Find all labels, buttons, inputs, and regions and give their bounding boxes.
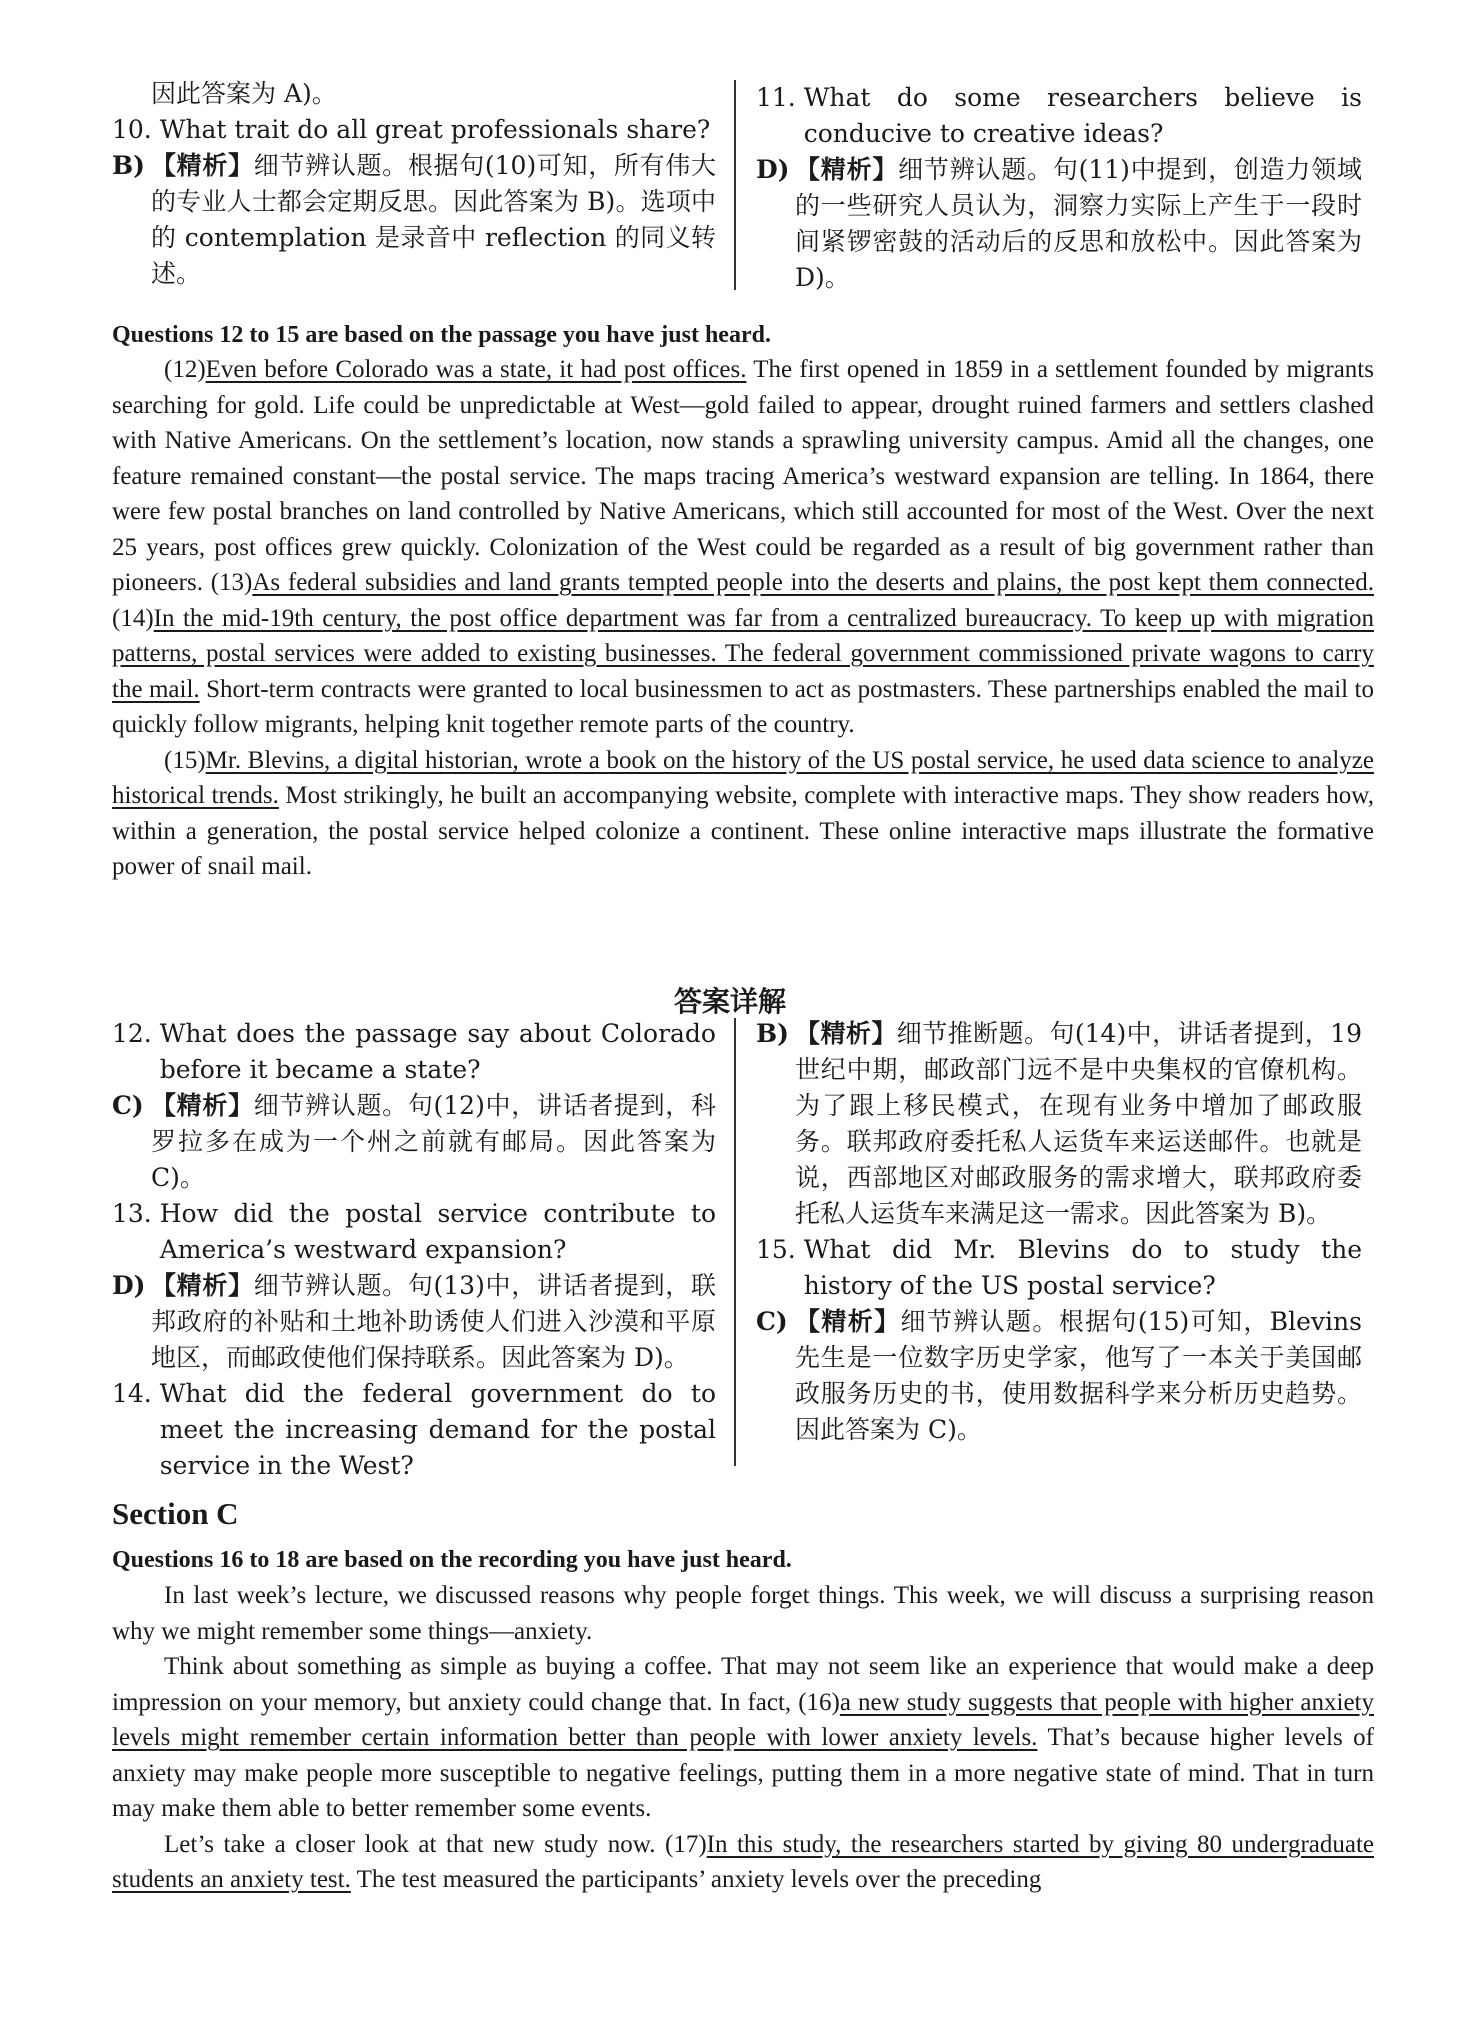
top-right-column [756, 80, 1362, 296]
column-divider-top [734, 80, 736, 290]
question-10: 10. What trait do all great professionals share? [112, 115, 711, 144]
answer-15: C) 【精析】细节辨认题。根据句(15)可知，Blevins 先生是一位数字历史学家，他写了一本关于美国邮政服务历史的书，使用数据科学来分析历史趋势。因此答案为 C)。 [756, 1307, 1362, 1444]
recording-paragraph-2: Think about something as simple as buying a coffee. That may not seem like an experience that would make a deep impression on your memory, but anxiety could change that. In fact, (16)a new study suggests that people with higher anxiety levels might remember certain information better than people with lower anxiety levels. That’s because higher levels of anxiety may make people more susceptible to negative feelings, putting them in a more negative state of mind. That in turn may make them able to better remember some events. [112, 1653, 1375, 1822]
section-c-title: Section C [112, 1496, 239, 1531]
recording-heading-16-18: Questions 16 to 18 are based on the recording you have just heard. [112, 1547, 792, 1573]
column-divider-answers [734, 1018, 736, 1466]
key-sentence-13: As federal subsidies and land grants tempted people into the deserts and plains, the post kept them connected. [252, 569, 1374, 596]
answer-11: D) 【精析】细节辨认题。句(11)中提到，创造力领域的一些研究人员认为，洞察力实际上产生于一段时间紧锣密鼓的活动后的反思和放松中。因此答案为 D)。 [756, 155, 1362, 292]
answers-title: 答案详解 [673, 985, 786, 1018]
question-13: 13. How did the postal service contribute to America’s westward expansion? [112, 1199, 716, 1264]
answer-14: B) 【精析】细节推断题。句(14)中，讲话者提到，19 世纪中期，邮政部门远不是中央集权的官僚机构。为了跟上移民模式，在现有业务中增加了邮政服务。联邦政府委托私人运货车来运送邮件。也就是说，西部地区对邮政服务的需求增大，联邦政府委托私人运货车来满足这一需求。因此答案为 B)。 [756, 1019, 1362, 1228]
top-left-column [112, 76, 716, 292]
key-sentence-14: In the mid-19th century, the post office department was far from a centralized bureaucracy. To keep up with migration patterns, postal services were added to existing businesses. The federal government commissioned private wagons to carry the mail. [112, 604, 1374, 703]
question-11: 11. What do some researchers believe is conducive to creative ideas? [756, 83, 1362, 148]
passage-heading-12-15: Questions 12 to 15 are based on the passage you have just heard. [112, 322, 771, 348]
answer-13: D) 【精析】细节辨认题。句(13)中，讲话者提到，联邦政府的补贴和土地补助诱使人们进入沙漠和平原地区，而邮政使他们保持联系。因此答案为 D)。 [112, 1271, 716, 1372]
answer-10: B) 【精析】细节辨认题。根据句(10)可知，所有伟大的专业人士都会定期反思。因此答案为 B)。选项中的 contemplation 是录音中 reflection 的同义转述。 [112, 151, 716, 288]
recording-paragraph-3: Let’s take a closer look at that new study now. (17)In this study, the researchers started by giving 80 undergraduate students an anxiety test. The test measured the participants’ anxiety levels over the preceding [112, 1830, 1375, 1893]
answers-right-column [756, 1016, 1362, 1448]
question-12: 12. What does the passage say about Colorado before it became a state? [112, 1019, 716, 1084]
key-sentence-16: a new study suggests that people with higher anxiety levels might remember certain information better than people with lower anxiety levels. [112, 1688, 1374, 1751]
answers-left-column [112, 1016, 716, 1484]
key-sentence-12: Even before Colorado was a state, it had post offices. [205, 356, 747, 383]
key-sentence-17: In this study, the researchers started by giving 80 undergraduate students an anxiety test. [112, 1830, 1375, 1893]
passage-12-15 [112, 352, 1374, 885]
question-14: 14. What did the federal government do to meet the increasing demand for the postal service in the West? [112, 1379, 716, 1480]
recording-16-18 [112, 1578, 1374, 1898]
passage-paragraph-1: (12)Even before Colorado was a state, it had post offices. The first opened in 1859 in a settlement founded by migrants searching for gold. Life could be unpredictable at West—gold failed to appear, drought ruined farmers and settlers clashed with Native Americans. On the settlement’s location, now stands a sprawling university campus. Amid all the changes, one feature remained constant—the postal service. The maps tracing America’s westward expansion are telling. In 1864, there were few postal branches on land controlled by Native Americans, which still accounted for most of the West. Over the next 25 years, post offices grew quickly. Colonization of the West could be regarded as a result of big government rather than pioneers. (13)As federal subsidies and land grants tempted people into the deserts and plains, the post kept them connected. (14)In the mid-19th century, the post office department was far from a centralized bureaucracy. To keep up with migration patterns, postal services were added to existing businesses. The federal government commissioned private wagons to carry the mail. Short-term contracts were granted to local businessmen to act as postmasters. These partnerships enabled the mail to quickly follow migrants, helping knit together remote parts of the country. [112, 356, 1374, 738]
answer-continued: 因此答案为 A)。 [151, 79, 337, 108]
recording-paragraph-1: In last week’s lecture, we discussed reasons why people forget things. This week, we will discuss a surprising reason why we might remember some things—anxiety. [112, 1582, 1374, 1645]
question-15: 15. What did Mr. Blevins do to study the history of the US postal service? [756, 1235, 1362, 1300]
key-sentence-15: Mr. Blevins, a digital historian, wrote a book on the history of the US postal service, he used data science to analyze historical trends. [112, 746, 1374, 809]
passage-paragraph-2: (15)Mr. Blevins, a digital historian, wrote a book on the history of the US postal service, he used data science to analyze historical trends. Most strikingly, he built an accompanying website, complete with interactive maps. They show readers how, within a generation, the postal service helped colonize a continent. These online interactive maps illustrate the formative power of snail mail. [112, 746, 1374, 880]
answer-12: C) 【精析】细节辨认题。句(12)中，讲话者提到，科罗拉多在成为一个州之前就有邮局。因此答案为 C)。 [112, 1091, 716, 1192]
